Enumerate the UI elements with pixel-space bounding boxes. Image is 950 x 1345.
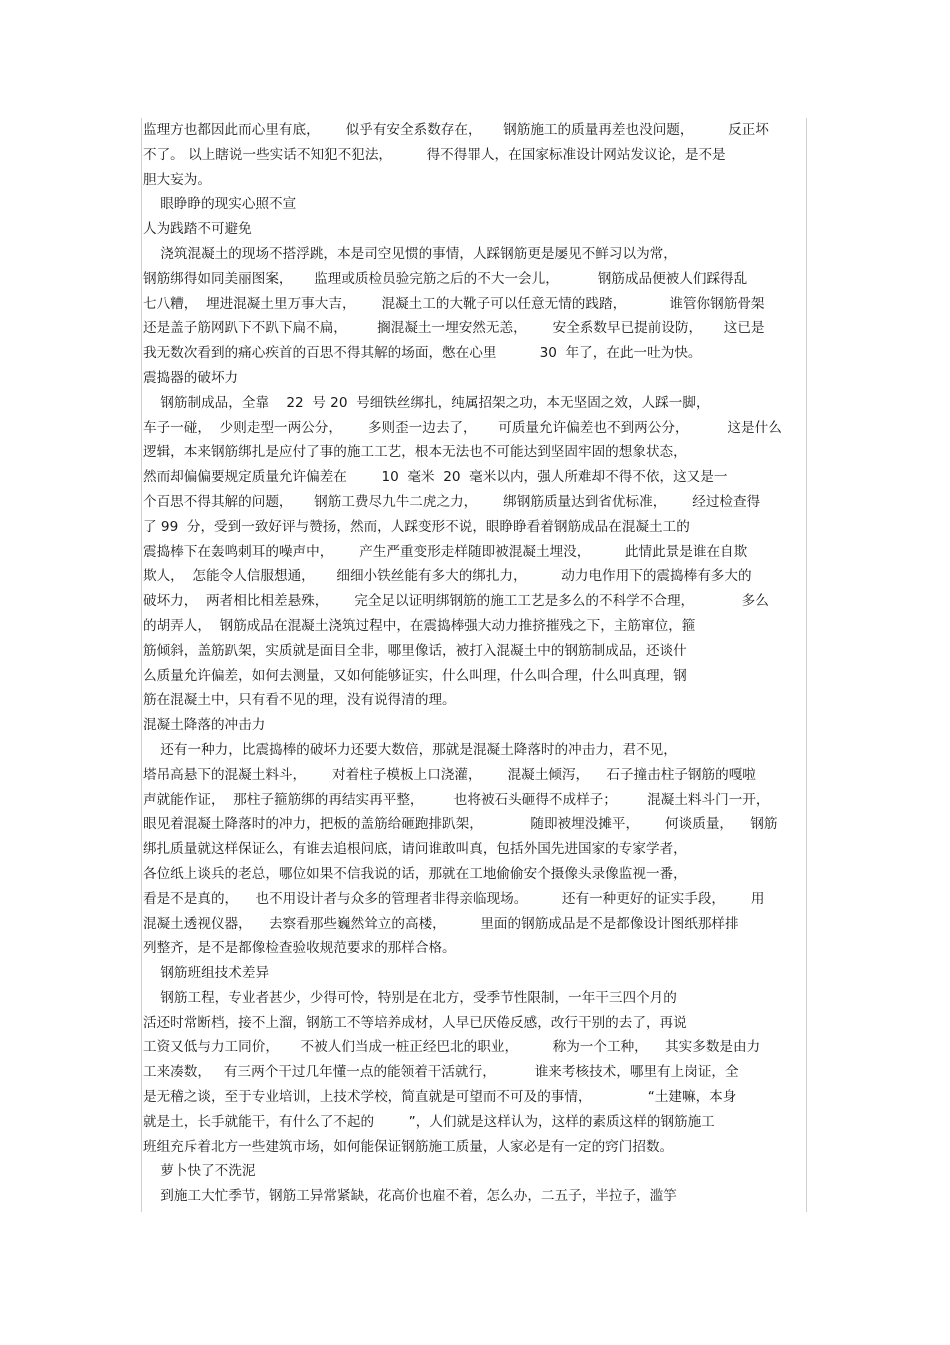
text-line: 浇筑混凝土的现场不搭浮跳，本是司空见惯的事情，人踩钢筋更是屡见不鲜习以为常， <box>143 245 677 262</box>
text-line: 就是土，长手就能干，有什么了不起的 ”，人们就是这样认为，这样的素质这样的钢筋施工 <box>143 1113 715 1130</box>
section-heading: 震捣器的破坏力 <box>143 369 239 386</box>
text-line: 筋倾斜，盖筋趴架，实质就是面目全非，哪里像话，被打入混凝土中的钢筋制成品，还谈什 <box>143 642 687 659</box>
text-line: 眼见着混凝土降落时的冲力，把板的盖筋给砸跑排趴架， 随即被埋没摊平， 何谈质量， 钢筋 <box>143 816 778 833</box>
text-line: 个百思不得其解的问题， 钢筋工费尽九牛二虎之力， 绑钢筋质量达到省优标准， 经过检查得 <box>143 493 761 510</box>
text-line: 还有一种力，比震捣棒的破坏力还要大数倍，那就是混凝土降落时的冲击力，君不见， <box>143 741 677 758</box>
text-line: 列整齐，是不是都像检查验收规范要求的那样合格。 <box>143 940 456 957</box>
text-line: 到施工大忙季节，钢筋工异常紧缺，花高价也雇不着，怎么办，二五子，半拉子，滥竽 <box>143 1188 677 1205</box>
text-line: 班组充斥着北方一些建筑市场，如何能保证钢筋施工质量，人家必是有一定的窍门招数。 <box>143 1138 674 1155</box>
text-line: 破坏力， 两者相比相差悬殊， 完全足以证明绑钢筋的施工工艺是多么的不科学不合理， 多么 <box>143 593 769 610</box>
text-line: 钢筋绑得如同美丽图案， 监理或质检员验完筋之后的不大一会儿， 钢筋成品便被人们踩得乱 <box>143 270 748 287</box>
text-line: 看是不是真的， 也不用设计者与众多的管理者非得亲临现场。 还有一种更好的证实手段， 用 <box>143 890 765 907</box>
section-heading: 混凝土降落的冲击力 <box>143 717 266 734</box>
text-line: 筋在混凝土中，只有看不见的理，没有说得清的理。 <box>143 692 456 709</box>
text-line: 么质量允许偏差，如何去测量，又如何能够证实，什么叫理，什么叫合理，什么叫真理，钢 <box>143 667 687 684</box>
text-line: 然而却偏偏要规定质量允许偏差在 10 毫米 20 毫米以内，强人所难却不得不依，这又是一 <box>143 469 728 486</box>
text-line: 是无稽之谈，至于专业培训，上技术学校，简直就是可望而不可及的事情， “土建嘛，本身 <box>143 1089 737 1106</box>
text-line: 声就能作证， 那柱子箍筋绑的再结实再平整， 也将被石头砸得不成样子； 混凝土料斗门一开， <box>143 791 770 808</box>
text-line: 震捣棒下在轰鸣刺耳的噪声中， 产生严重变形走样随即被混凝土埋没， 此情此景是谁在自欺 <box>143 543 748 560</box>
text-line: 监理方也都因此而心里有底， 似乎有安全系数存在， 钢筋施工的质量再差也没问题， 反正坏 <box>143 122 769 138</box>
text-line: 了 99 分，受到一致好评与赞扬，然而，人踩变形不说，眼睁睁看着钢筋成品在混凝土工的 <box>143 518 690 535</box>
text-line: 我无数次看到的痛心疾首的百思不得其解的场面，憋在心里 30 年了，在此一吐为快。 <box>143 345 702 362</box>
text-line: 工来凑数， 有三两个干过几年懂一点的能领着干活就行， 谁来考核技术，哪里有上岗证，全 <box>143 1064 739 1081</box>
text-line: 还是盖子筋网趴下不趴下扁不扁， 搁混凝土一埋安然无恙， 安全系数早已提前设防， 这已是 <box>143 320 765 337</box>
text-line: 钢筋工程，专业者甚少，少得可怜，特别是在北方，受季节性限制，一年干三四个月的 <box>143 989 677 1006</box>
text-line: 逻辑，本来钢筋绑扎是应付了事的施工工艺，根本无法也不可能达到坚固牢固的想象状态， <box>143 444 687 461</box>
text-line: 活还时常断档，接不上溜，钢筋工不等培养成材，人早已厌倦反感，改行干别的去了，再说 <box>143 1014 687 1031</box>
text-line: 混凝土透视仪器， 去察看那些巍然耸立的高楼， 里面的钢筋成品是不是都像设计图纸那样排 <box>143 915 739 932</box>
text-line: 钢筋制成品，全靠 22 号 20 号细铁丝绑扎，纯属招架之功，本无坚固之效，人踩一脚， <box>143 394 710 411</box>
text-line: 工资又低与力工同价， 不被人们当成一桩正经巴北的职业， 称为一个工种， 其实多数是由力 <box>143 1039 761 1056</box>
text-line: 的胡弄人， 钢筋成品在混凝土浇筑过程中，在震捣棒强大动力推挤摧残之下，主筋窜位，箍 <box>143 617 696 634</box>
text-line: 绑扎质量就这样保证么，有谁去追根问底，请问谁敢叫真，包括外国先进国家的专家学者， <box>143 841 687 858</box>
section-heading: 钢筋班组技术差异 <box>143 965 270 982</box>
text-line: 车子一碰， 少则走型一两公分， 多则歪一边去了， 可质量允许偏差也不到两公分， 这是什么 <box>143 419 782 436</box>
text-line: 七八糟， 埋进混凝土里万事大吉， 混凝土工的大靴子可以任意无情的践踏， 谁管你钢筋骨架 <box>143 295 765 312</box>
text-block-right-border <box>806 118 807 1212</box>
text-line: 不了。 以上瞎说一些实话不知犯不犯法， 得不得罪人，在国家标准设计网站发议论，是不是 <box>143 146 726 163</box>
text-line: 各位纸上谈兵的老总，哪位如果不信我说的话，那就在工地偷偷安个摄像头录像监视一番， <box>143 865 687 882</box>
text-line: 塔吊高悬下的混凝土料斗， 对着柱子模板上口浇灌， 混凝土倾泻， 石子撞击柱子钢筋的嘎啦 <box>143 766 756 783</box>
section-heading: 人为践踏不可避免 <box>143 221 252 238</box>
text-line: 胆大妄为。 <box>143 171 211 188</box>
text-line: 欺人， 怎能令人信服想通， 细细小铁丝能有多大的绑扎力， 动力电作用下的震捣棒有多大的 <box>143 568 752 585</box>
section-heading: 萝卜快了不洗泥 <box>143 1163 256 1180</box>
section-heading: 眼睁睁的现实心照不宣 <box>143 196 297 213</box>
text-block-left-border <box>141 118 142 1212</box>
body-text <box>143 118 803 1209</box>
